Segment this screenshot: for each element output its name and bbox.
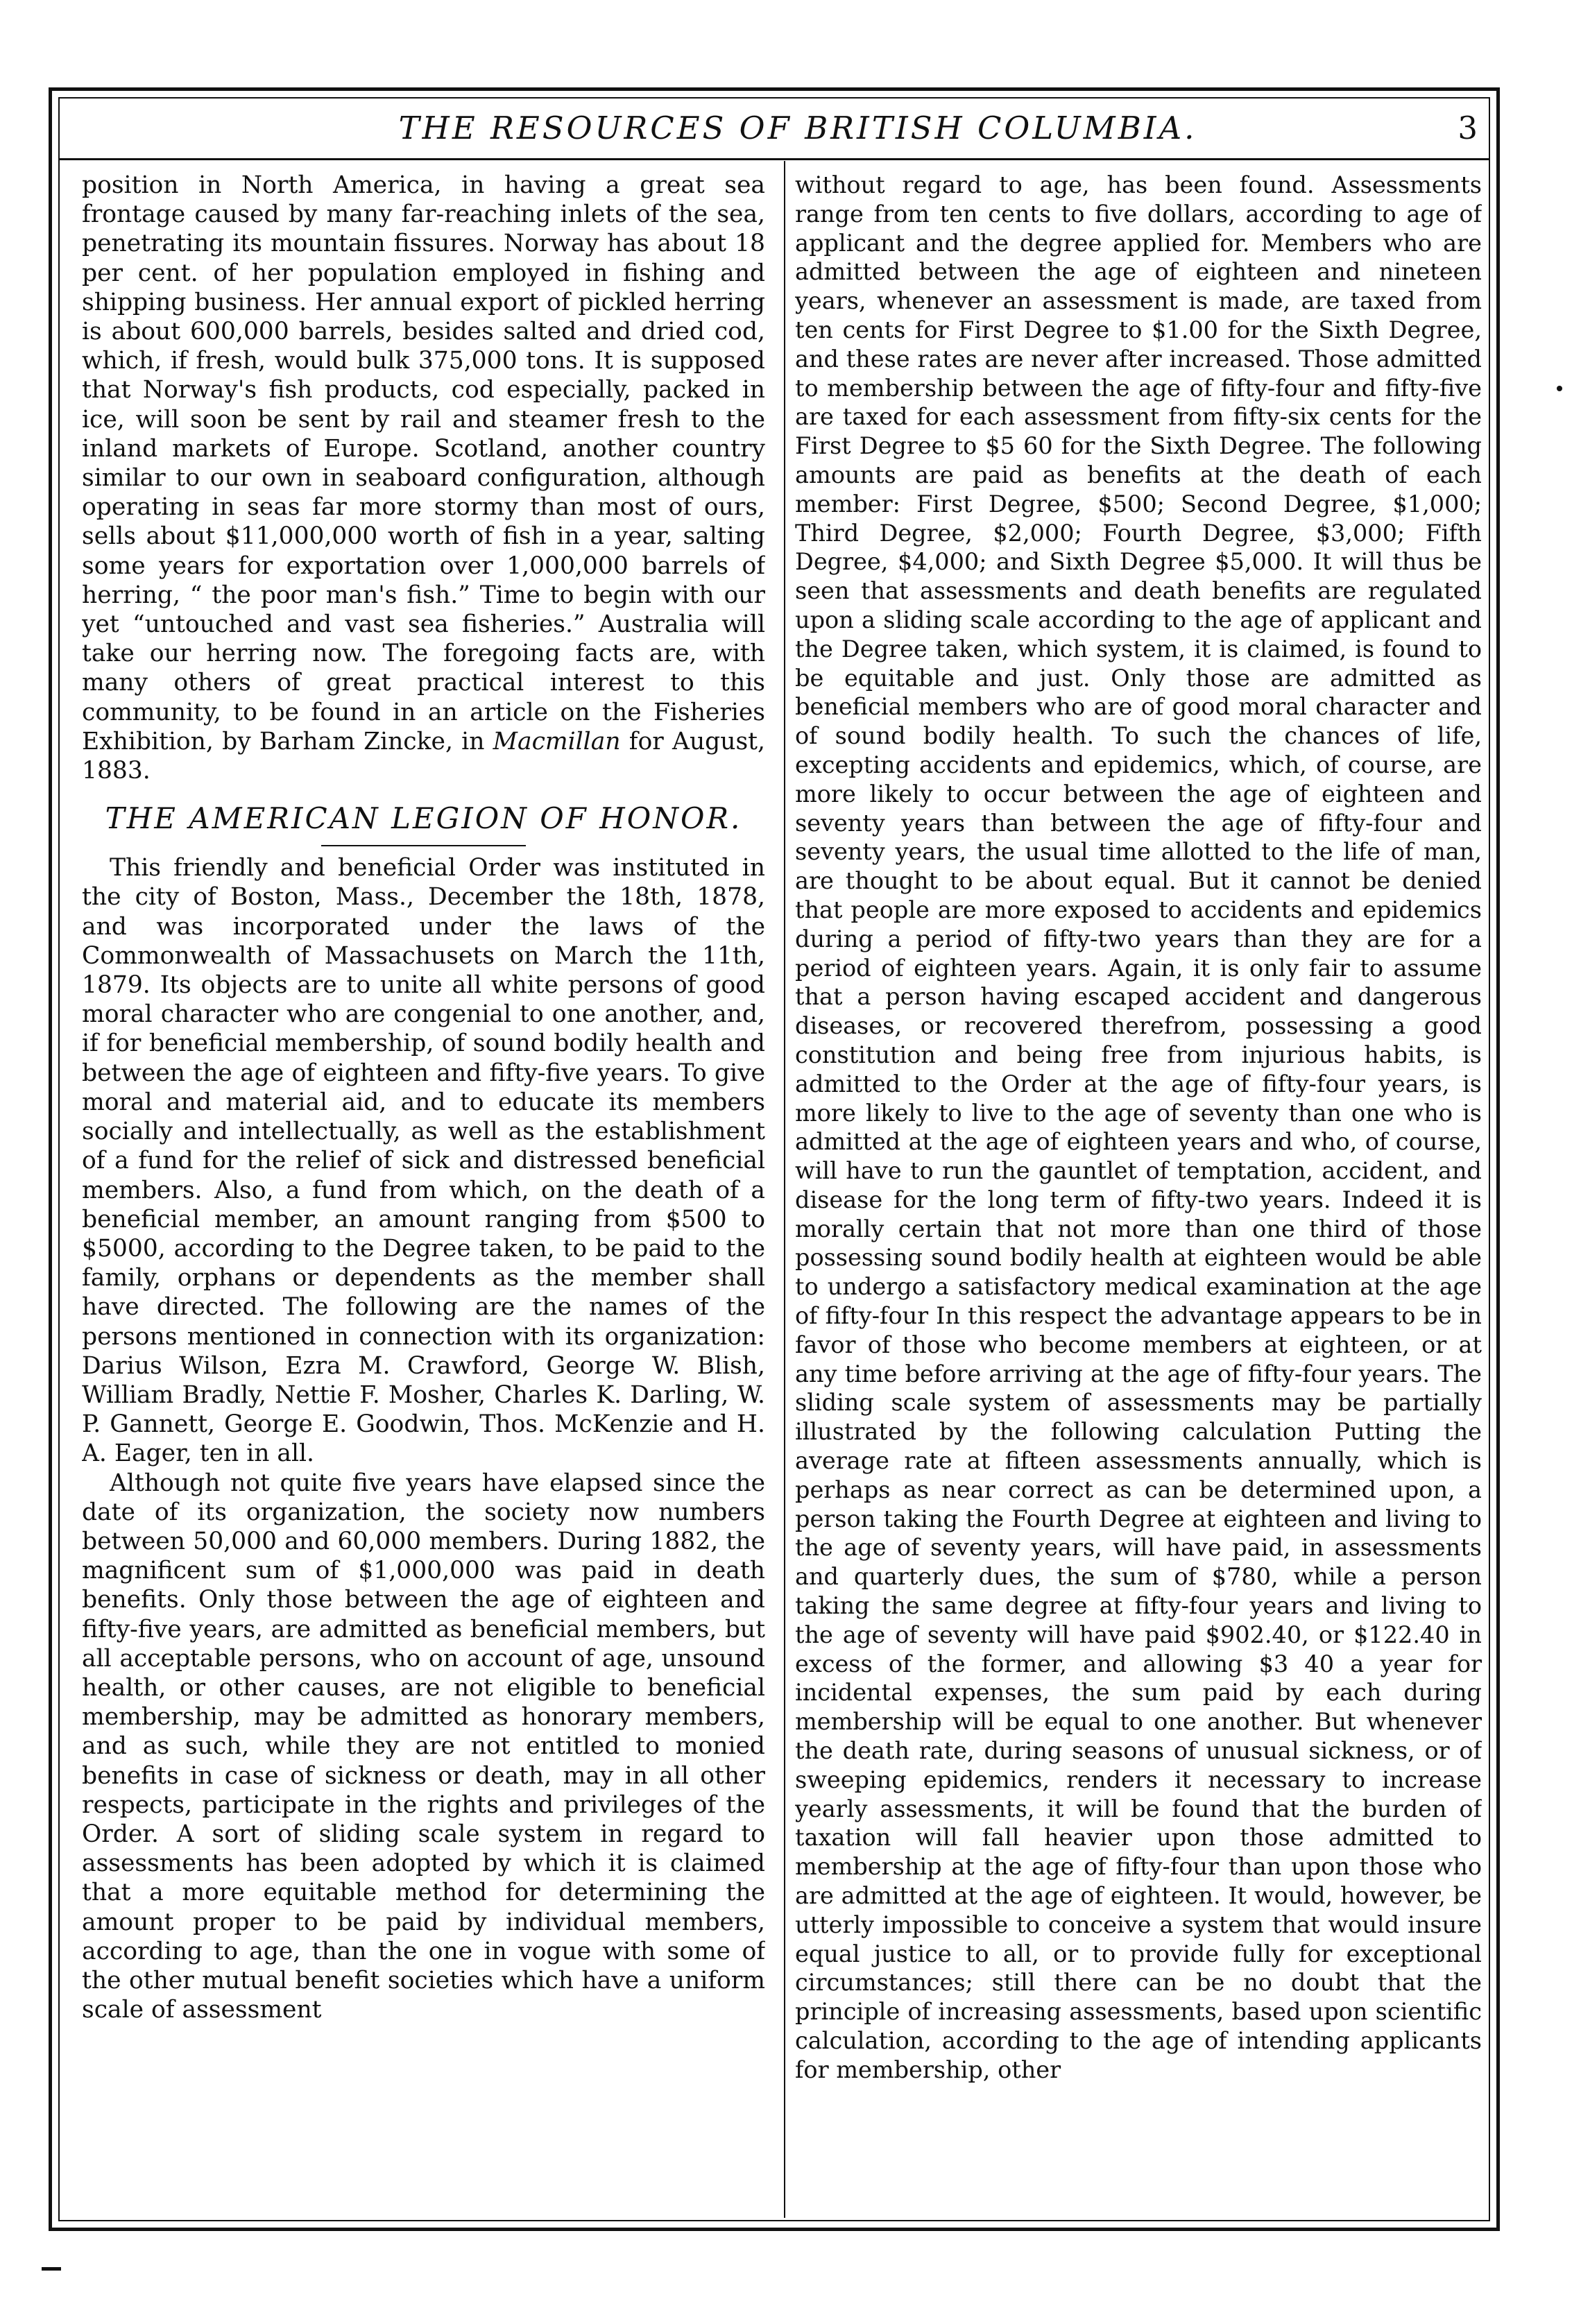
right-column [795,171,1482,2216]
section-heading: THE AMERICAN LEGION OF HONOR. [82,801,765,837]
legion-paragraph-1: This friendly and beneficial Order was instituted in the city of Boston, Mass., December the 18th, 1878, and was incorporated under the laws of the Commonwealth of Massachusets on March the 11th, 1879. Its objects are to unite all white persons of good moral character who are congenial to one another, and, if for beneficial membership, of sound bodily health and between the age of eighteen and fifty-five years. To give moral and material aid, and to educate its members socially and intellectually, as well as the establishment of a fund for the relief of sick and distressed beneficial members. Also, a fund from which, on the death of a beneficial member, an amount ranging from $500 to $5000, according to the Degree taken, to be paid to the family, orphans or dependents as the member shall have directed. The following are the names of the persons mentioned in connection with its organization: Darius Wilson, Ezra M. Crawford, George W. Blish, William Bradly, Nettie F. Mosher, Charles K. Darling, W. P. Gannett, George E. Goodwin, Thos. McKenzie and H. A. Eager, ten in all. [82,854,765,1468]
legion-paragraph-2: Although not quite five years have elapsed since the date of its organization, the society now numbers between 50,000 and 60,000 members. During 1882, the magnificent sum of $1,000,000 was paid in death benefits. Only those between the age of eighteen and fifty-five years, are admitted as beneficial members, but all acceptable persons, who on account of age, unsound health, or other causes, are not eligible to beneficial membership, may be admitted as honorary members, and as such, while they are not entitled to monied benefits in case of sickness or death, may in all other respects, participate in the rights and privileges of the Order. A sort of sliding scale system in regard to assessments has been adopted by which it is claimed that a more equitable method for determining the amount proper to be paid by individual members, according to age, than the one in vogue with some of the other mutual benefit societies which have a uniform scale of assessment [82,1469,765,2024]
running-title: THE RESOURCES OF BRITISH COLUMBIA. [398,110,1197,146]
fisheries-paragraph [82,171,765,785]
left-column [82,171,765,2216]
page-number: 3 [1458,110,1478,146]
fisheries-text: position in North America, in having a great sea frontage caused by many far-reaching inlets of the sea, penetrating its mountain fissures. Norway has about 18 per cent. of her population employed in fishing and shipping business. Her annual export of pickled herring is about 600,000 barrels, besides salted and dried cod, which, if fresh, would bulk 375,000 tons. It is supposed that Norway's fish products, cod especially, packed in ice, will soon be sent by rail and steamer fresh to the inland markets of Europe. Scotland, another country similar to our own in seaboard configuration, although operating in seas far more stormy than most of ours, sells about $11,000,000 worth of fish in a year, salting some years for exportation over 1,000,000 barrels of herring, “ the poor man's fish.” Time to begin with our yet “untouched and vast sea fisheries.” Australia will take our herring now. The foregoing facts are, with many others of great practical interest to this community, to be found in an article on the Fisheries Exhibition, by Barham Zincke, in [82,171,765,755]
print-mark [42,2267,61,2271]
print-speck [1557,386,1562,391]
assessment-paragraph: without regard to age, has been found. Assessments range from ten cents to five dollars, according to age of applicant and the degree applied for. Members who are admitted between the age of eighteen and nineteen years, whenever an assessment is made, are taxed from ten cents for First Degree to $1.00 for the Sixth Degree, and these rates are never after increased. Those admitted to membership between the age of fifty-four and fifty-five are taxed for each assessment from fifty-six cents for the First Degree to $5 60 for the Sixth Degree. The following amounts are paid as benefits at the death of each member: First Degree, $500; Second Degree, $1,000; Third Degree, $2,000; Fourth Degree, $3,000; Fifth Degree, $4,000; and Sixth Degree $5,000. It will thus be seen that assessments and death benefits are regulated upon a sliding scale according to the age of applicant and the Degree taken, which system, it is claimed, is found to be equitable and just. Only those are admitted as beneficial members who are of good moral character and of sound bodily health. To such the chances of life, excepting accidents and epidemics, which, of course, are more likely to occur between the age of eighteen and seventy years than between the age of fifty-four and seventy years, the usual time allotted to the life of man, are thought to be about equal. But it cannot be denied that people are more exposed to accidents and epidemics during a period of fifty-two years than they are for a period of eighteen years. Again, it is only fair to assume that a person having escaped accident and dangerous diseases, or recovered therefrom, possessing a good constitution and being free from injurious habits, is admitted to the Order at the age of fifty-four years, is more likely to live to the age of seventy than one who is admitted at the age of eighteen years and who, of course, will have to run the gauntlet of temptation, accident, and disease for the long term of fifty-two years. Indeed it is morally certain that not more than one third of those possessing sound bodily health at eighteen would be able to undergo a satisfactory medical examination at the age of fifty-four In this respect the advantage appears to be in favor of those who become members at eighteen, or at any time before arriving at the age of fifty-four years. The sliding scale system of assessments may be partially illustrated by the following calculation Putting the average rate at fifteen assessments annually, which is perhaps as near correct as can be determined upon, a person taking the Fourth Degree at eighteen and living to the age of seventy years, will have paid, in assessments and quarterly dues, the sum of $780, while a person taking the same degree at fifty-four years and living to the age of seventy will have paid $902.40, or $122.40 in excess of the former, and allowing $3 40 a year for incidental expenses, the sum paid by each during membership will be equal to one another. But whenever the death rate, during seasons of unusual sickness, or of sweeping epidemics, renders it necessary to increase yearly assessments, it will be found that the burden of taxation will fall heavier upon those admitted to membership at the age of fifty-four than upon those who are admitted at the age of eighteen. It would, however, be utterly impossible to conceive a system that would insure equal justice to all, or to provide fully for exceptional circumstances; still there can be no doubt that the principle of increasing assessments, based upon scientific calculation, according to the age of intending applicants for membership, other [795,171,1482,2083]
source-magazine: Macmillan [493,727,621,755]
source-date: for August, 1883. [82,727,765,785]
header-rule [60,158,1489,160]
column-divider [784,161,785,2218]
